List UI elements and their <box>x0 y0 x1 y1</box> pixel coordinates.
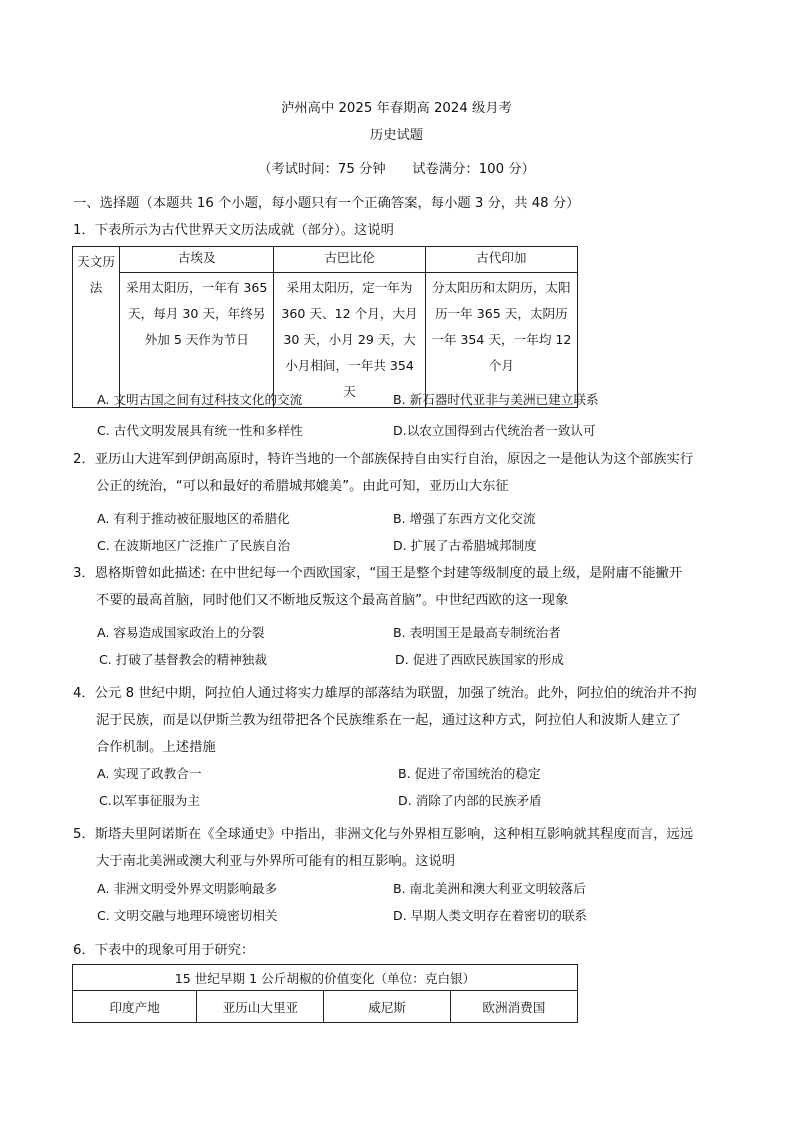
q3-option-a: A. 容易造成国家政治上的分裂 <box>97 625 265 640</box>
q2-stem-line1: 2．亚历山大进军到伊朗高原时，特许当地的一个部族保持自由实行自治，原因之一是他认为这个部族实行 <box>73 452 694 467</box>
q4-stem-line3: 合作机制。上述措施 <box>96 740 216 755</box>
q1-cell-babylon-text: 采用太阳历，定一年为 360 天、12 个月，大月 30 天，小月 29 天，大小月相间，一年共 354 天 <box>281 280 418 399</box>
q3-option-d: D. 促进了西欧民族国家的形成 <box>395 652 564 667</box>
q1-option-d: D.以农立国得到古代统治者一致认可 <box>393 423 596 438</box>
q1-cell-egypt <box>120 273 274 408</box>
q1-col-inca: 古代印加 <box>425 247 577 273</box>
subject-title: 历史试题 <box>369 128 424 143</box>
q4-stem-line1: 4．公元 8 世纪中期，阿拉伯人通过将实力雄厚的部落结为联盟，加强了统治。此外，阿拉伯的统治并不拘 <box>73 686 697 701</box>
q6-col-venice: 威尼斯 <box>324 991 450 1023</box>
q6-stem: 6．下表中的现象可用于研究： <box>73 943 255 958</box>
q1-stem: 1．下表所示为古代世界天文历法成就（部分）。这说明 <box>73 223 394 238</box>
q1-table <box>72 246 578 408</box>
section-heading: 一、选择题（本题共 16 个小题，每小题只有一个正确答案，每小题 3 分，共 48 分） <box>73 196 580 211</box>
q1-row-header-line2: 法 <box>89 280 103 295</box>
q1-col-babylon: 古巴比伦 <box>274 247 425 273</box>
q1-col-egypt: 古埃及 <box>120 247 274 273</box>
q1-cell-babylon <box>274 273 425 408</box>
q1-cell-egypt-text: 采用太阳历，一年有 365 天，每月 30 天，年终另外加 5 天作为节日 <box>126 280 268 347</box>
q2-option-c: C. 在波斯地区广泛推广了民族自治 <box>97 538 291 553</box>
q2-option-d: D. 扩展了古希腊城邦制度 <box>393 538 537 553</box>
q4-stem-line2: 泥于民族，而是以伊斯兰教为纽带把各个民族维系在一起，通过这种方式，阿拉伯人和波斯人建立了 <box>96 713 682 728</box>
q6-table <box>72 964 578 1023</box>
q2-option-a: A. 有利于推动被征服地区的希腊化 <box>97 511 290 526</box>
q2-stem-line2: 公正的统治，“可以和最好的希腊城邦媲美”。由此可知，亚历山大东征 <box>96 479 509 494</box>
q6-table-caption: 15 世纪早期 1 公斤胡椒的价值变化（单位：克白银） <box>73 965 578 991</box>
q5-stem-line1: 5．斯塔夫里阿诺斯在《全球通史》中指出，非洲文化与外界相互影响，这种相互影响就其程度而言，远远 <box>73 827 694 842</box>
q3-stem-line1: 3．恩格斯曾如此描述: 在中世纪每一个西欧国家，“国王是整个封建等级制度的最上级，是附庸不能撇开 <box>73 566 683 581</box>
q3-option-b: B. 表明国王是最高专制统治者 <box>393 625 561 640</box>
q6-col-europe: 欧洲消费国 <box>450 991 577 1023</box>
exam-info: （考试时间：75 分钟 试卷满分：100 分） <box>258 162 535 177</box>
q1-row-header-line1: 天文历 <box>77 254 115 269</box>
q4-option-b: B. 促进了帝国统治的稳定 <box>398 766 541 781</box>
q1-option-b: B. 新石器时代亚非与美洲已建立联系 <box>393 392 599 407</box>
q6-col-india: 印度产地 <box>73 991 197 1023</box>
q1-cell-inca <box>425 273 577 408</box>
q1-option-a: A. 文明古国之间有过科技文化的交流 <box>97 392 303 407</box>
exam-title: 泸州高中 2025 年春期高 2024 级月考 <box>281 101 512 116</box>
q4-option-d: D. 消除了内部的民族矛盾 <box>398 793 542 808</box>
q4-option-c: C.以军事征服为主 <box>99 793 200 808</box>
q2-option-b: B. 增强了东西方文化交流 <box>393 511 536 526</box>
q5-option-b: B. 南北美洲和澳大利亚文明较落后 <box>393 881 586 896</box>
q4-option-a: A. 实现了政教合一 <box>97 766 202 781</box>
q5-option-d: D. 早期人类文明存在着密切的联系 <box>393 908 588 923</box>
q3-option-c: C. 打破了基督教会的精神独裁 <box>99 652 267 667</box>
q5-option-a: A. 非洲文明受外界文明影响最多 <box>97 881 278 896</box>
q3-stem-line2: 不要的最高首脑，同时他们又不断地反叛这个最高首脑”。中世纪西欧的这一现象 <box>96 593 569 608</box>
q1-option-c: C. 古代文明发展具有统一性和多样性 <box>97 423 303 438</box>
q6-col-alexandria: 亚历山大里亚 <box>197 991 324 1023</box>
q1-cell-inca-text: 分太阳历和太阴历，太阳历一年 365 天，太阴历一年 354 天，一年均 12 个月 <box>431 280 572 373</box>
q5-stem-line2: 大于南北美洲或澳大利亚与外界所可能有的相互影响。这说明 <box>96 854 456 869</box>
q1-row-header <box>73 247 120 408</box>
q5-option-c: C. 文明交融与地理环境密切相关 <box>97 908 278 923</box>
